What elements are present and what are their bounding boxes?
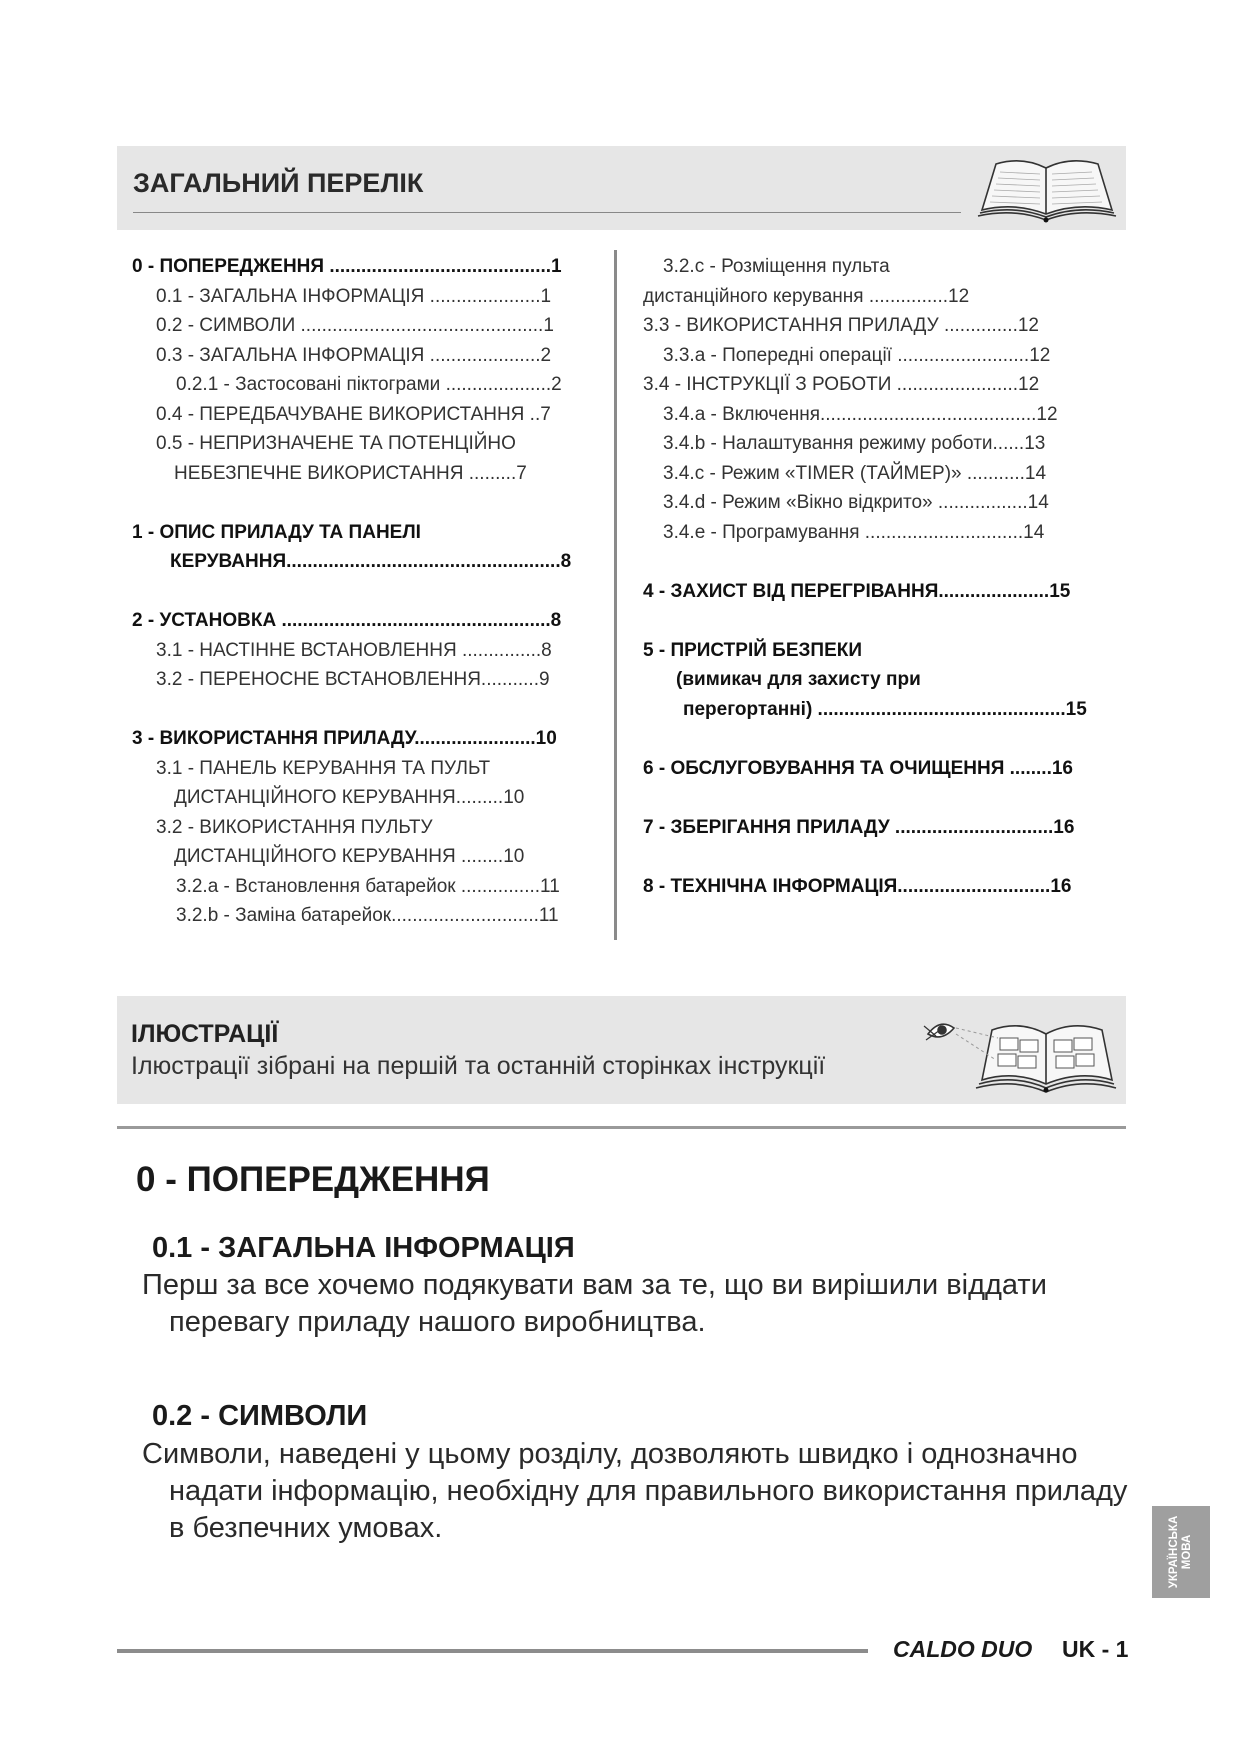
toc-entry: 0.2 - СИМВОЛИ ..............................................1 — [156, 315, 554, 336]
illustrations-band — [117, 996, 1126, 1104]
toc-entry: 2 - УСТАНОВКА ...................................................8 — [132, 610, 562, 631]
toc-entry: 3.4.b - Налаштування режиму роботи......13 — [663, 433, 1046, 454]
eye-book-icon — [920, 1008, 1120, 1096]
symbols-paragraph — [142, 1436, 1162, 1547]
toc-entry: НЕБЕЗПЕЧНЕ ВИКОРИСТАННЯ .........7 — [174, 462, 527, 484]
paragraph-line: в безпечних умовах. — [169, 1512, 443, 1544]
toc-entry: 0 - ПОПЕРЕДЖЕННЯ ..........................................1 — [132, 256, 562, 277]
toc-entry: 0.2.1 - Застосовані піктограми ....................2 — [176, 374, 562, 395]
toc-left-column — [132, 252, 602, 931]
toc-entry: 6 - ОБСЛУГОВУВАННЯ ТА ОЧИЩЕННЯ ........16 — [643, 757, 1073, 779]
toc-entry: 3.2 - ПЕРЕНОСНЕ ВСТАНОВЛЕННЯ...........9 — [156, 669, 550, 690]
toc-entry: 3.2 - ВИКОРИСТАННЯ ПУЛЬТУ — [156, 816, 433, 838]
toc-column-divider — [614, 250, 617, 940]
footer-model-name: CALDO DUO — [893, 1636, 1033, 1662]
toc-entry: дистанційного керування ...............12 — [643, 285, 970, 307]
toc-entry: 5 - ПРИСТРІЙ БЕЗПЕКИ — [643, 639, 862, 661]
toc-entry: 3.2.b - Заміна батарейок............................11 — [176, 905, 559, 926]
toc-entry: 8 - ТЕХНІЧНА ІНФОРМАЦІЯ.............................16 — [643, 875, 1072, 897]
toc-entry: 3.4 - ІНСТРУКЦІЇ З РОБОТИ .......................12 — [643, 374, 1040, 395]
paragraph-line: надати інформацію, необхідну для правильного використання приладу — [169, 1475, 1128, 1507]
toc-entry: 0.5 - НЕПРИЗНАЧЕНЕ ТА ПОТЕНЦІЙНО — [156, 433, 516, 454]
language-tab-line: МОВА — [1181, 1534, 1193, 1570]
illustrations-subtitle: Ілюстрації зібрані на першій та останній сторінках інструкції — [131, 1052, 826, 1080]
toc-entry: 0.3 - ЗАГАЛЬНА ІНФОРМАЦІЯ .....................2 — [156, 344, 552, 366]
toc-entry: перегортанні) ...............................................15 — [683, 698, 1087, 720]
illustrations-divider — [117, 1126, 1126, 1129]
toc-entry: 1 - ОПИС ПРИЛАДУ ТА ПАНЕЛІ — [132, 521, 421, 543]
section-title: 0 - ПОПЕРЕДЖЕННЯ — [136, 1160, 490, 1199]
toc-entry: 0.1 - ЗАГАЛЬНА ІНФОРМАЦІЯ .....................1 — [156, 285, 552, 307]
toc-entry: 3.4.e - Програмування ..............................14 — [663, 521, 1045, 543]
toc-entry: 3.2.a - Встановлення батарейок ...............11 — [176, 875, 560, 897]
footer-page-number: UK - 1 — [1062, 1636, 1129, 1662]
toc-entry: (вимикач для захисту при — [676, 669, 921, 690]
toc-entry: ДИСТАНЦІЙНОГО КЕРУВАННЯ ........10 — [174, 846, 525, 867]
toc-entry: 3.4.d - Режим «Вікно відкрито» .................14 — [663, 492, 1049, 513]
toc-entry: 0.4 - ПЕРЕДБАЧУВАНЕ ВИКОРИСТАННЯ ..7 — [156, 403, 551, 425]
toc-entry: КЕРУВАННЯ....................................................8 — [170, 551, 572, 572]
toc-title-rule — [133, 212, 961, 213]
toc-entry: 7 - ЗБЕРІГАННЯ ПРИЛАДУ ..............................16 — [643, 816, 1075, 838]
toc-entry: 3.3 - ВИКОРИСТАННЯ ПРИЛАДУ ..............12 — [643, 315, 1039, 336]
toc-title: ЗАГАЛЬНИЙ ПЕРЕЛІК — [133, 168, 424, 198]
general-info-paragraph — [142, 1267, 1162, 1341]
illustrations-title: ІЛЮСТРАЦІЇ — [131, 1020, 279, 1048]
toc-entry: 3.4.c - Режим «TIMER (ТАЙМЕР)» ...........14 — [663, 462, 1047, 484]
paragraph-line: Символи, наведені у цьому розділу, дозволяють швидко і однозначно — [142, 1438, 1078, 1470]
open-book-icon — [970, 150, 1120, 226]
language-tab-label — [1168, 1516, 1194, 1589]
toc-entry: 3.3.a - Попередні операції .........................12 — [663, 344, 1051, 366]
toc-right-column — [643, 252, 1123, 901]
toc-entry: 4 - ЗАХИСТ ВІД ПЕРЕГРІВАННЯ.....................15 — [643, 580, 1071, 602]
subsection-heading-symbols: 0.2 - СИМВОЛИ — [152, 1400, 368, 1432]
paragraph-line: Перш за все хочемо подякувати вам за те, що ви вирішили віддати — [142, 1269, 1047, 1301]
subsection-heading-general-info: 0.1 - ЗАГАЛЬНА ІНФОРМАЦІЯ — [152, 1232, 575, 1264]
paragraph-line: перевагу приладу нашого виробництва. — [169, 1306, 706, 1338]
toc-entry: ДИСТАНЦІЙНОГО КЕРУВАННЯ.........10 — [174, 787, 525, 808]
language-tab-line: УКРАЇНСЬКА — [1168, 1515, 1180, 1589]
language-side-tab — [1152, 1506, 1210, 1598]
toc-entry: 3.4.a - Включення.........................................12 — [663, 403, 1058, 425]
toc-entry: 3.1 - НАСТІННЕ ВСТАНОВЛЕННЯ ...............8 — [156, 639, 552, 661]
toc-entry: 3 - ВИКОРИСТАННЯ ПРИЛАДУ.......................10 — [132, 728, 557, 749]
footer-rule — [117, 1649, 868, 1653]
toc-entry: 3.1 - ПАНЕЛЬ КЕРУВАННЯ ТА ПУЛЬТ — [156, 757, 491, 779]
toc-header-band — [117, 146, 1126, 230]
toc-entry: 3.2.c - Розміщення пульта — [663, 256, 890, 277]
